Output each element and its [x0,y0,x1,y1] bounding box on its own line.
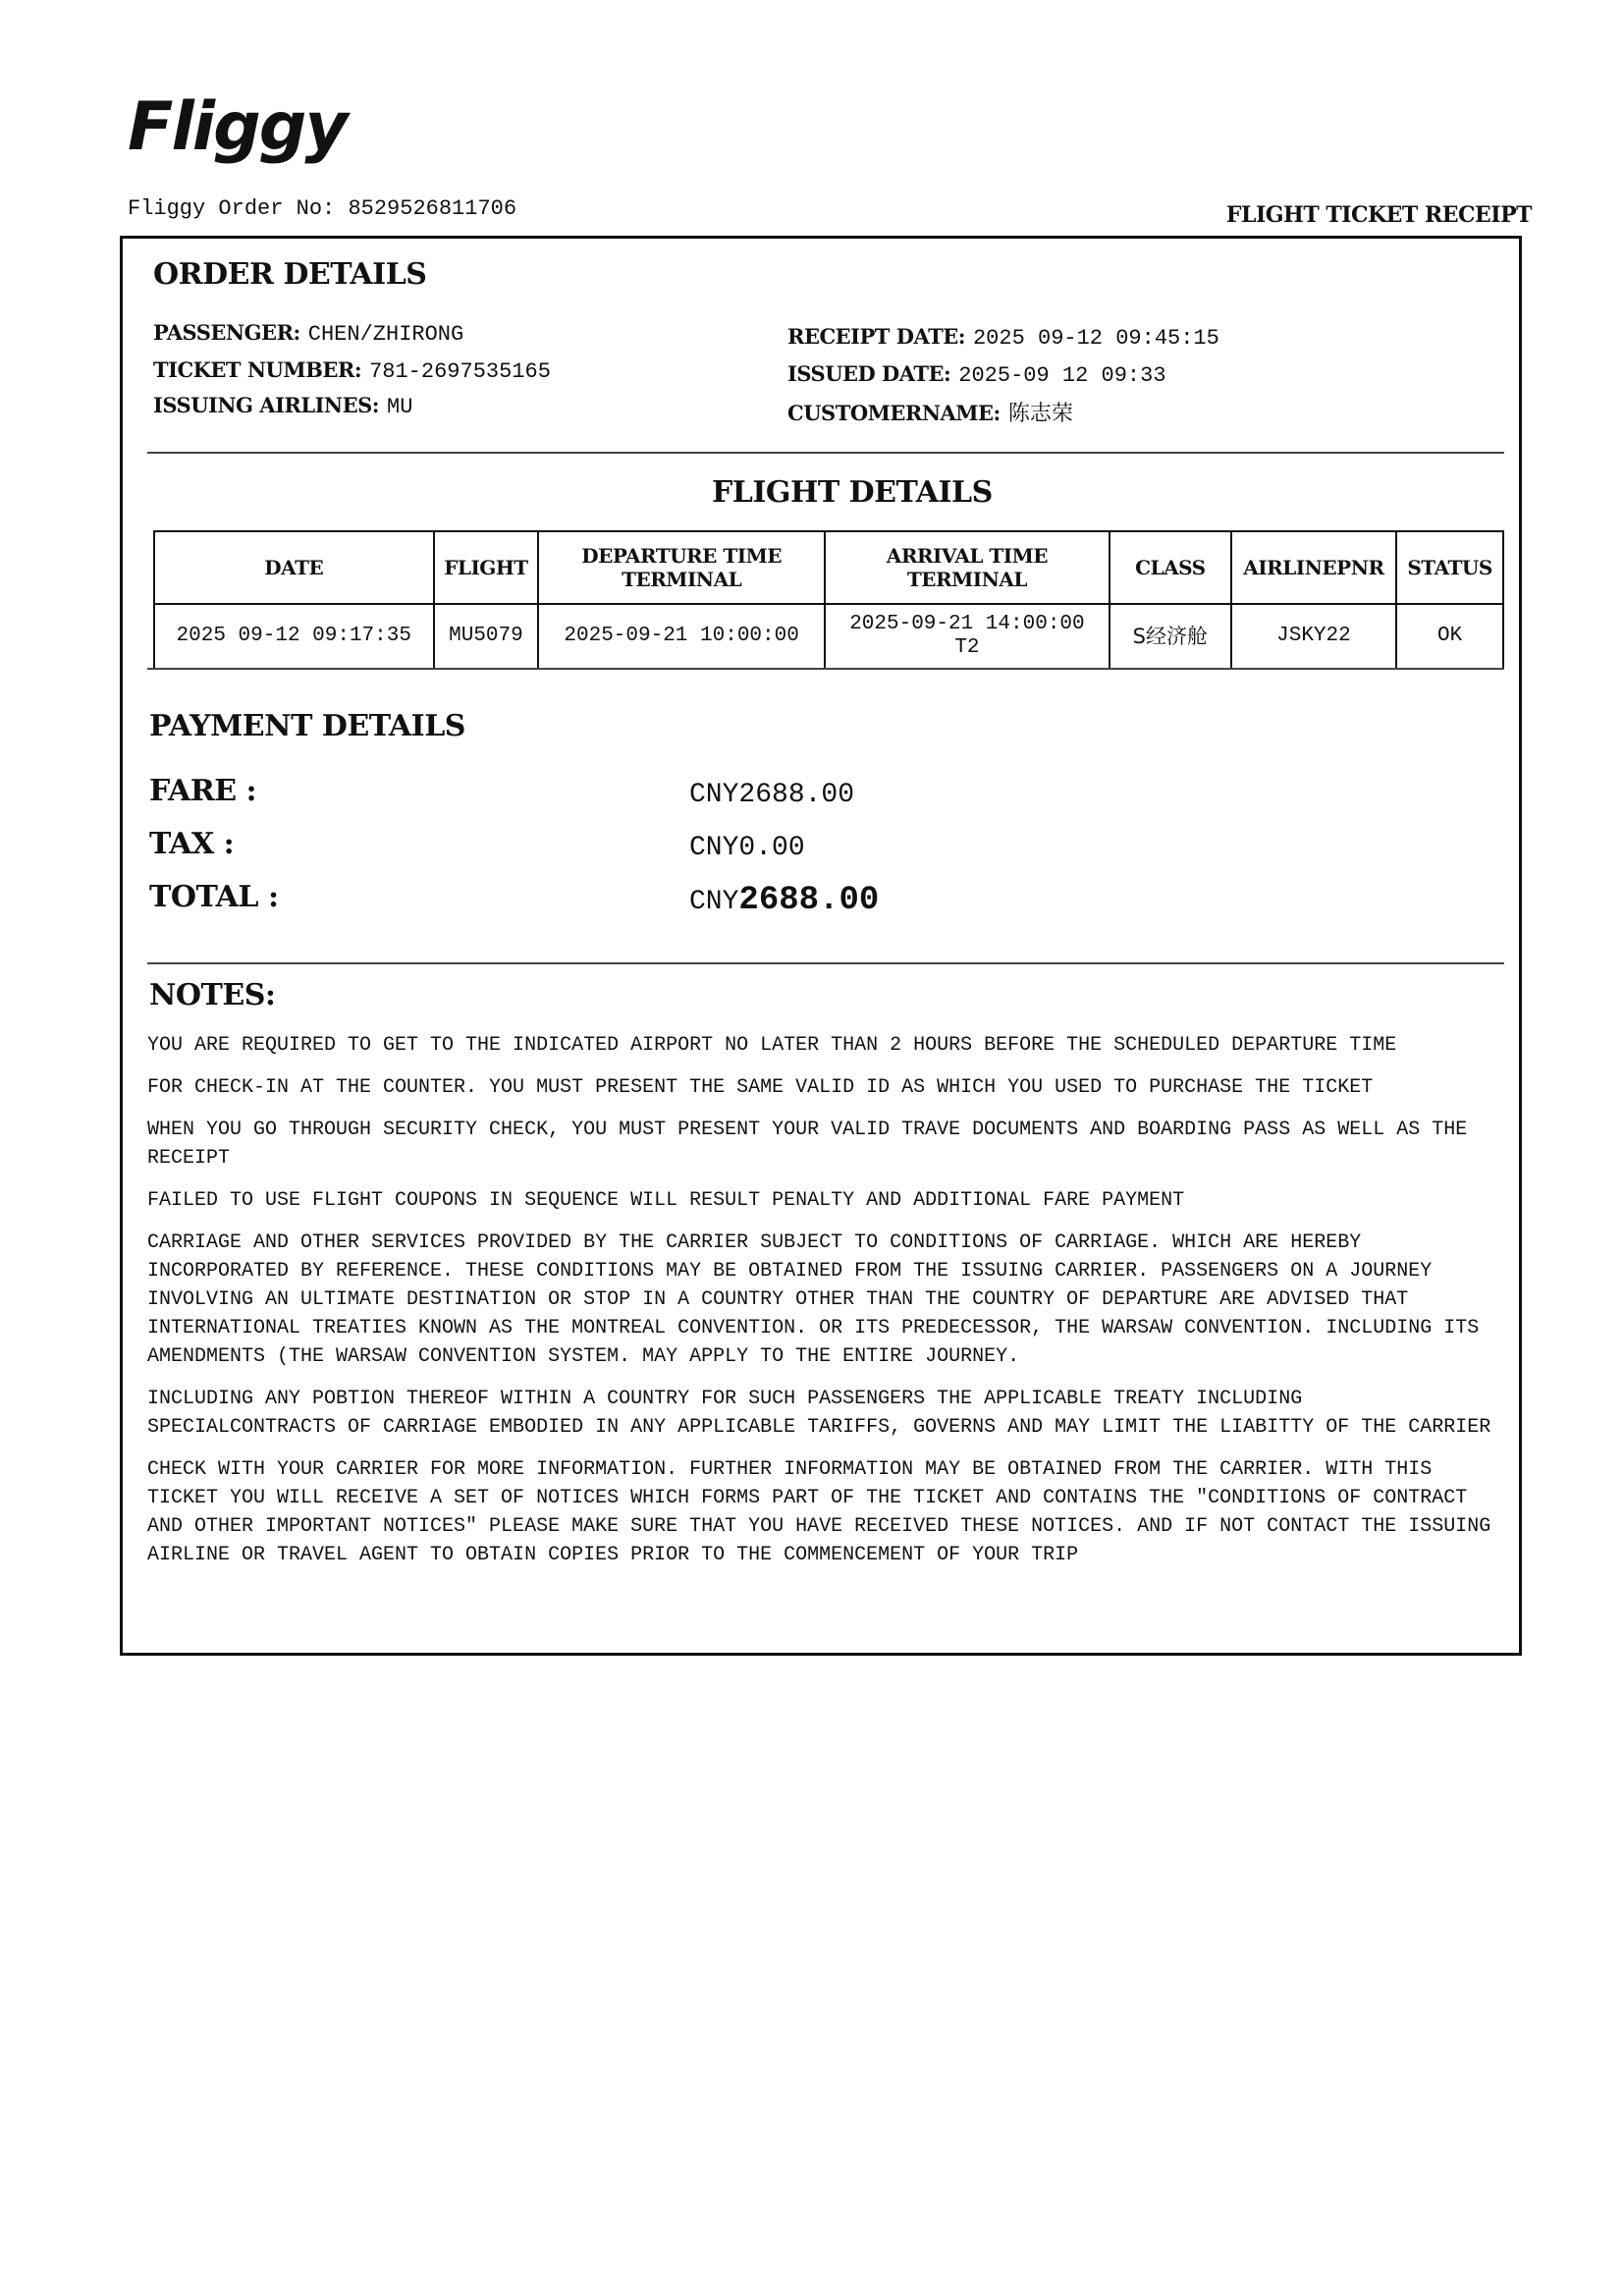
notes-paragraph: YOU ARE REQUIRED TO GET TO THE INDICATED AIRPORT NO LATER THAN 2 HOURS BEFORE THE SCHEDULED DEPARTURE TIME [147,1034,1397,1057]
order-number-label: Fliggy Order No: [128,196,336,221]
notes-paragraph: FAILED TO USE FLIGHT COUPONS IN SEQUENCE WILL RESULT PENALTY AND ADDITIONAL FARE PAYMENT [147,1189,1185,1212]
issued-date-value: 2025-09 12 09:33 [958,363,1166,388]
arrival-time: 2025-09-21 14:00:00 [849,613,1085,635]
divider [147,668,1504,670]
table-row [154,604,1503,669]
customer-name-value: 陈志荣 [1007,402,1073,426]
document-title: FLIGHT TICKET RECEIPT [1225,202,1532,228]
issuing-airlines-value: MU [387,395,413,419]
notes-paragraph: CHECK WITH YOUR CARRIER FOR MORE INFORMATION. FURTHER INFORMATION MAY BE OBTAINED FROM THE CARRIER. WITH THIS TICKET YOU WILL RECEIVE A SET OF NOTICES WHICH FORMS PART OF THE TICKET AND CONTAINS THE "CONDITIONS OF CONTRACT AND OTHER IMPORTANT NOTICES" PLEASE MAKE SURE THAT YOU HAVE RECEIVED THESE NOTICES. AND IF NOT CONTACT THE ISSUING AIRLINE OR TRAVEL AGENT TO OBTAIN COPIES PRIOR TO THE COMMENCEMENT OF YOUR TRIP [147,1458,1491,1566]
col-header-flight: FLIGHT [434,531,539,604]
divider [147,962,1504,964]
departure-header-line2: TERMINAL [622,568,742,591]
arrival-header-line2: TERMINAL [906,568,1027,591]
col-header-class: CLASS [1110,531,1231,604]
order-number-value: 8529526811706 [348,196,517,221]
passenger-row [153,320,463,347]
total-amount: 2688.00 [738,882,880,919]
cell-airline-pnr: JSKY22 [1231,604,1396,669]
issuing-airlines-label: ISSUING AIRLINES: [153,393,380,417]
notes-title: NOTES: [149,978,276,1012]
ticket-number-label: TICKET NUMBER: [153,357,362,382]
col-header-departure [538,531,825,604]
issued-date-row [787,361,1166,388]
fare-value: CNY2688.00 [689,780,855,810]
notes-paragraph: INCLUDING ANY POBTION THEREOF WITHIN A COUNTRY FOR SUCH PASSENGERS THE APPLICABLE TREATY INCLUDING SPECIALCONTRACTS OF CARRIAGE EMBODIED IN ANY APPLICABLE TARIFFS, GOVERNS AND MAY LIMIT THE LIABITTY OF THE CARRIER [147,1388,1491,1439]
issuing-airlines-row [153,393,412,419]
col-header-date: DATE [154,531,434,604]
flight-details-table [153,530,1504,670]
fliggy-logo: Fliggy [128,88,347,166]
order-details-title: ORDER DETAILS [153,257,427,292]
passenger-label: PASSENGER: [153,320,300,345]
divider [147,452,1504,454]
arrival-header-line1: ARRIVAL TIME [886,544,1049,568]
ticket-number-value: 781-2697535165 [369,359,551,384]
col-header-arrival [825,531,1110,604]
notes-paragraph: CARRIAGE AND OTHER SERVICES PROVIDED BY THE CARRIER SUBJECT TO CONDITIONS OF CARRIAGE. WHICH ARE HEREBY INCORPORATED BY REFERENCE. THESE CONDITIONS MAY BE OBTAINED FROM THE ISSUING CARRIER. PASSENGERS ON A JOURNEY INVOLVING AN ULTIMATE DESTINATION OR STOP IN A COUNTRY OTHER THAN THE COUNTRY OF DEPARTURE ARE ADVISED THAT INTERNATIONAL TREATIES KNOWN AS THE MONTREAL CONVENTION. OR ITS PREDECESSOR, THE WARSAW CONVENTION. INCLUDING ITS AMENDMENTS (THE WARSAW CONVENTION SYSTEM. MAY APPLY TO THE ENTIRE JOURNEY. [147,1231,1480,1368]
receipt-date-label: RECEIPT DATE: [787,324,965,349]
issued-date-label: ISSUED DATE: [787,361,951,386]
passenger-value: CHEN/ZHIRONG [307,322,464,347]
notes-body [147,1031,1492,1583]
cell-departure: 2025-09-21 10:00:00 [538,604,825,669]
customer-name-row [787,397,1073,427]
cell-status: OK [1396,604,1503,669]
cell-arrival [825,604,1110,669]
cell-class: S经济舱 [1110,604,1231,669]
total-label: TOTAL : [149,880,279,914]
receipt-date-value: 2025 09-12 09:45:15 [972,326,1219,351]
arrival-terminal: T2 [954,636,980,659]
tax-label: TAX : [149,827,235,861]
customer-name-label: CUSTOMERNAME: [787,401,1001,425]
tax-value: CNY0.00 [689,833,805,863]
receipt-date-row [787,324,1219,351]
notes-paragraph: WHEN YOU GO THROUGH SECURITY CHECK, YOU MUST PRESENT YOUR VALID TRAVE DOCUMENTS AND BOARDING PASS AS WELL AS THE RECEIPT [147,1119,1468,1170]
fare-label: FARE : [149,774,257,808]
col-header-airline-pnr: AIRLINEPNR [1231,531,1396,604]
total-value [689,882,879,919]
payment-details-title: PAYMENT DETAILS [149,709,465,743]
table-header-row [154,531,1503,604]
flight-details-title: FLIGHT DETAILS [712,475,993,510]
col-header-status: STATUS [1396,531,1503,604]
ticket-number-row [153,357,551,384]
cell-flight: MU5079 [434,604,539,669]
total-currency: CNY [689,887,739,917]
cell-date: 2025 09-12 09:17:35 [154,604,434,669]
departure-header-line1: DEPARTURE TIME [581,544,782,568]
order-number-line [128,196,516,221]
notes-paragraph: FOR CHECK-IN AT THE COUNTER. YOU MUST PRESENT THE SAME VALID ID AS WHICH YOU USED TO PURCHASE THE TICKET [147,1076,1374,1099]
